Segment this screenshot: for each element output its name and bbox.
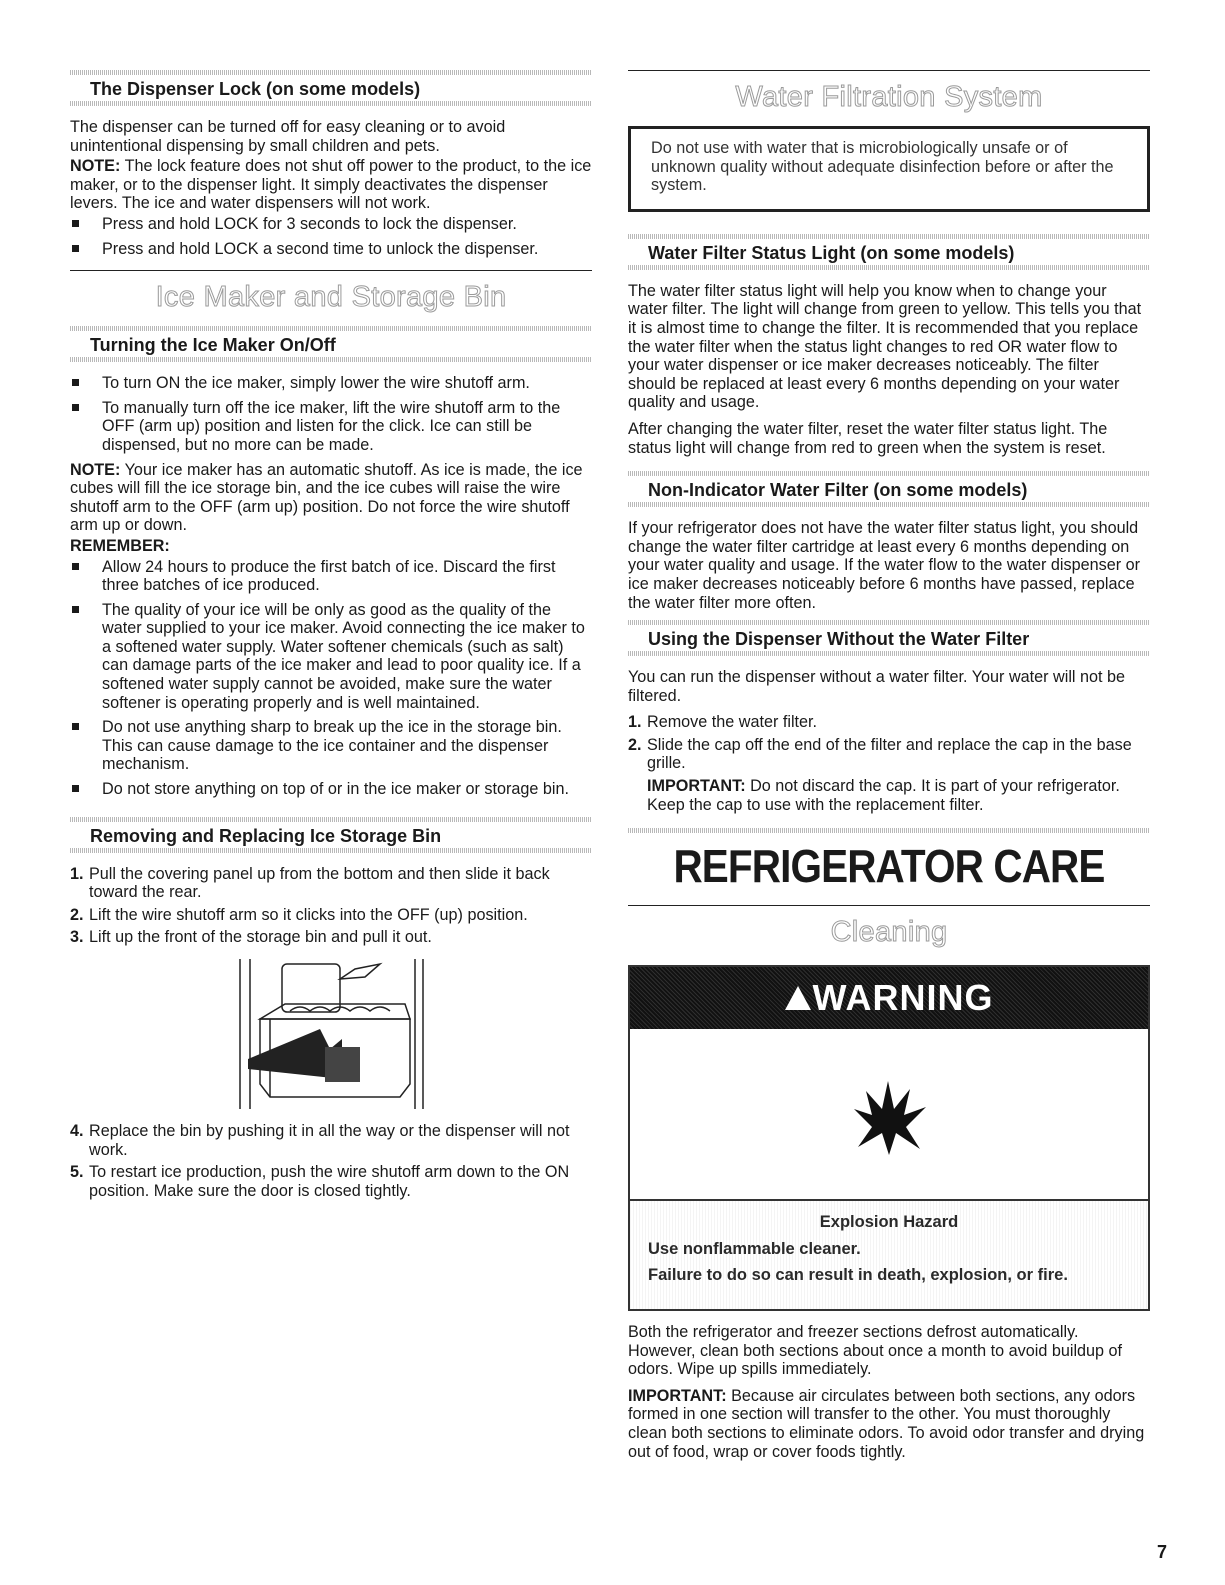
bullet-list: [70, 374, 592, 454]
list-item: Do not use anything sharp to break up the ice in the storage bin. This can cause damage to the ice container and the dispenser mechanism.: [70, 718, 592, 774]
list-item: Allow 24 hours to produce the first batch of ice. Discard the first three batches of ice produced.: [70, 558, 592, 595]
paragraph: You can run the dispenser without a water filter. Your water will not be filtered.: [628, 668, 1126, 705]
list-item: Press and hold LOCK a second time to unlock the dispenser.: [70, 240, 592, 259]
step-list: [628, 713, 1150, 773]
list-item: 4. Replace the bin by pushing it in all the way or the dispenser will not work.: [70, 1122, 570, 1159]
warning-line: Use nonflammable cleaner.: [648, 1239, 861, 1258]
paragraph: The dispenser can be turned off for easy cleaning or to avoid unintentional dispensing by small children and pets.: [70, 118, 506, 155]
dispenser-lock-heading: The Dispenser Lock (on some models): [90, 79, 421, 99]
remember-label: REMEMBER:: [70, 536, 170, 555]
list-item: The quality of your ice will be only as good as the quality of the water supplied to your ice maker. Avoid connecting the ice maker to a softened water supply. Water softener chemicals (such as salt) can damage parts of the ice maker and lead to poor quality ice. If a softened water supply cannot be avoided, make sure the water softener is operating properly and is well maintained.: [70, 601, 592, 713]
paragraph: The water filter status light will help you know when to change your water filter. The light will change from green to yellow. This tells you that it is almost time to change the filter. It is recommended that you replace the water filter when the status light changes to red OR water flow to your water dispenser or ice maker decreases noticeably. The filter should be replaced at least every 6 months depending on your water quality and usage.: [628, 281, 1142, 412]
turning-heading: Turning the Ice Maker On/Off: [90, 335, 336, 356]
right-column: [628, 70, 1150, 1463]
list-item: 2. Slide the cap off the end of the filter and replace the cap in the base grille.: [628, 735, 1132, 773]
important-paragraph: IMPORTANT: Do not discard the cap. It is part of your refrigerator. Keep the cap to use with the replacement filter.: [647, 777, 1120, 814]
important-paragraph: IMPORTANT: Because air circulates between both sections, any odors formed in one section will transfer to the other. You must thoroughly clean both sections to eliminate odors. To avoid odor transfer and drying out of food, wrap or cover foods tightly.: [628, 1386, 1145, 1461]
paragraph: Both the refrigerator and freezer sections defrost automatically. However, clean both sections about once a month to avoid buildup of odors. Wipe up spills immediately.: [628, 1323, 1123, 1379]
list-item: To turn ON the ice maker, simply lower the wire shutoff arm.: [70, 374, 592, 393]
list-item: To manually turn off the ice maker, lift the wire shutoff arm to the OFF (arm up) position and listen for the click. Ice can still be dispensed, but no more can be made.: [70, 399, 592, 455]
paragraph: After changing the water filter, reset the water filter status light. The status light will change from red to green when the system is reset.: [628, 419, 1108, 457]
page-number: 7: [1156, 1542, 1167, 1562]
list-item: 1. Pull the covering panel up from the bottom and then slide it back toward the rear.: [70, 864, 550, 902]
left-column: [70, 70, 592, 1204]
step-list: [70, 1122, 592, 1200]
warning-label: WARNING: [812, 977, 994, 1019]
hazard-title: Explosion Hazard: [819, 1213, 959, 1232]
list-item: 5. To restart ice production, push the wire shutoff arm down to the ON position. Make sure the door is closed tightly.: [70, 1163, 570, 1200]
step-list: [70, 865, 592, 947]
bullet-list: [70, 215, 592, 258]
page-title: REFRIGERATOR CARE: [673, 840, 1105, 893]
warning-line: Failure to do so can result in death, explosion, or fire.: [648, 1266, 1068, 1285]
without-filter-heading: Using the Dispenser Without the Water Filter: [648, 629, 1030, 650]
list-item: 3. Lift up the front of the storage bin and pull it out.: [70, 928, 432, 947]
bullet-list: [70, 558, 592, 799]
removing-heading: Removing and Replacing Ice Storage Bin: [90, 825, 442, 846]
warning-header: [630, 967, 1148, 1029]
ice-bin-illustration: [230, 959, 592, 1114]
explosion-icon: [844, 1069, 934, 1159]
paragraph: If your refrigerator does not have the water filter status light, you should change the water filter cartridge at least every 6 months depending on your water quality and usage. If the water flow to the water dispenser or ice maker decreases noticeably before 6 months have passed, replace the water filter more often.: [628, 519, 1140, 612]
warning-triangle-icon: [785, 986, 811, 1010]
list-item: Press and hold LOCK for 3 seconds to lock the dispenser.: [70, 215, 592, 234]
warning-box: [628, 965, 1150, 1311]
list-item: Do not store anything on top of or in the ice maker or storage bin.: [70, 780, 592, 799]
note-paragraph: NOTE: The lock feature does not shut off power to the product, to the ice maker, or to the dispenser light. It simply deactivates the dispenser levers. The ice and water dispensers will not work.: [70, 157, 592, 213]
list-item: 1. Remove the water filter.: [628, 713, 818, 732]
warning-body: [630, 1201, 1148, 1309]
note-paragraph: NOTE: Your ice maker has an automatic shutoff. As ice is made, the ice cubes will fill the ice storage bin, and the ice cubes will raise the wire shutoff arm to the OFF (arm up) position. Do not force the wire shutoff arm up or down.: [70, 460, 583, 535]
explosion-area: [630, 1029, 1148, 1201]
section-title: Water Filtration System: [735, 81, 1043, 113]
non-indicator-heading: Non-Indicator Water Filter (on some models): [648, 480, 1028, 501]
section-title: Cleaning: [830, 916, 948, 949]
caution-box: [628, 126, 1150, 212]
section-title: Ice Maker and Storage Bin: [155, 281, 507, 314]
list-item: 2. Lift the wire shutoff arm so it clicks into the OFF (up) position.: [70, 905, 528, 924]
caution-text: Do not use with water that is microbiologically unsafe or of unknown quality without adequate disinfection before or after the system.: [651, 139, 1114, 195]
status-light-heading: Water Filter Status Light (on some models): [648, 242, 1015, 263]
